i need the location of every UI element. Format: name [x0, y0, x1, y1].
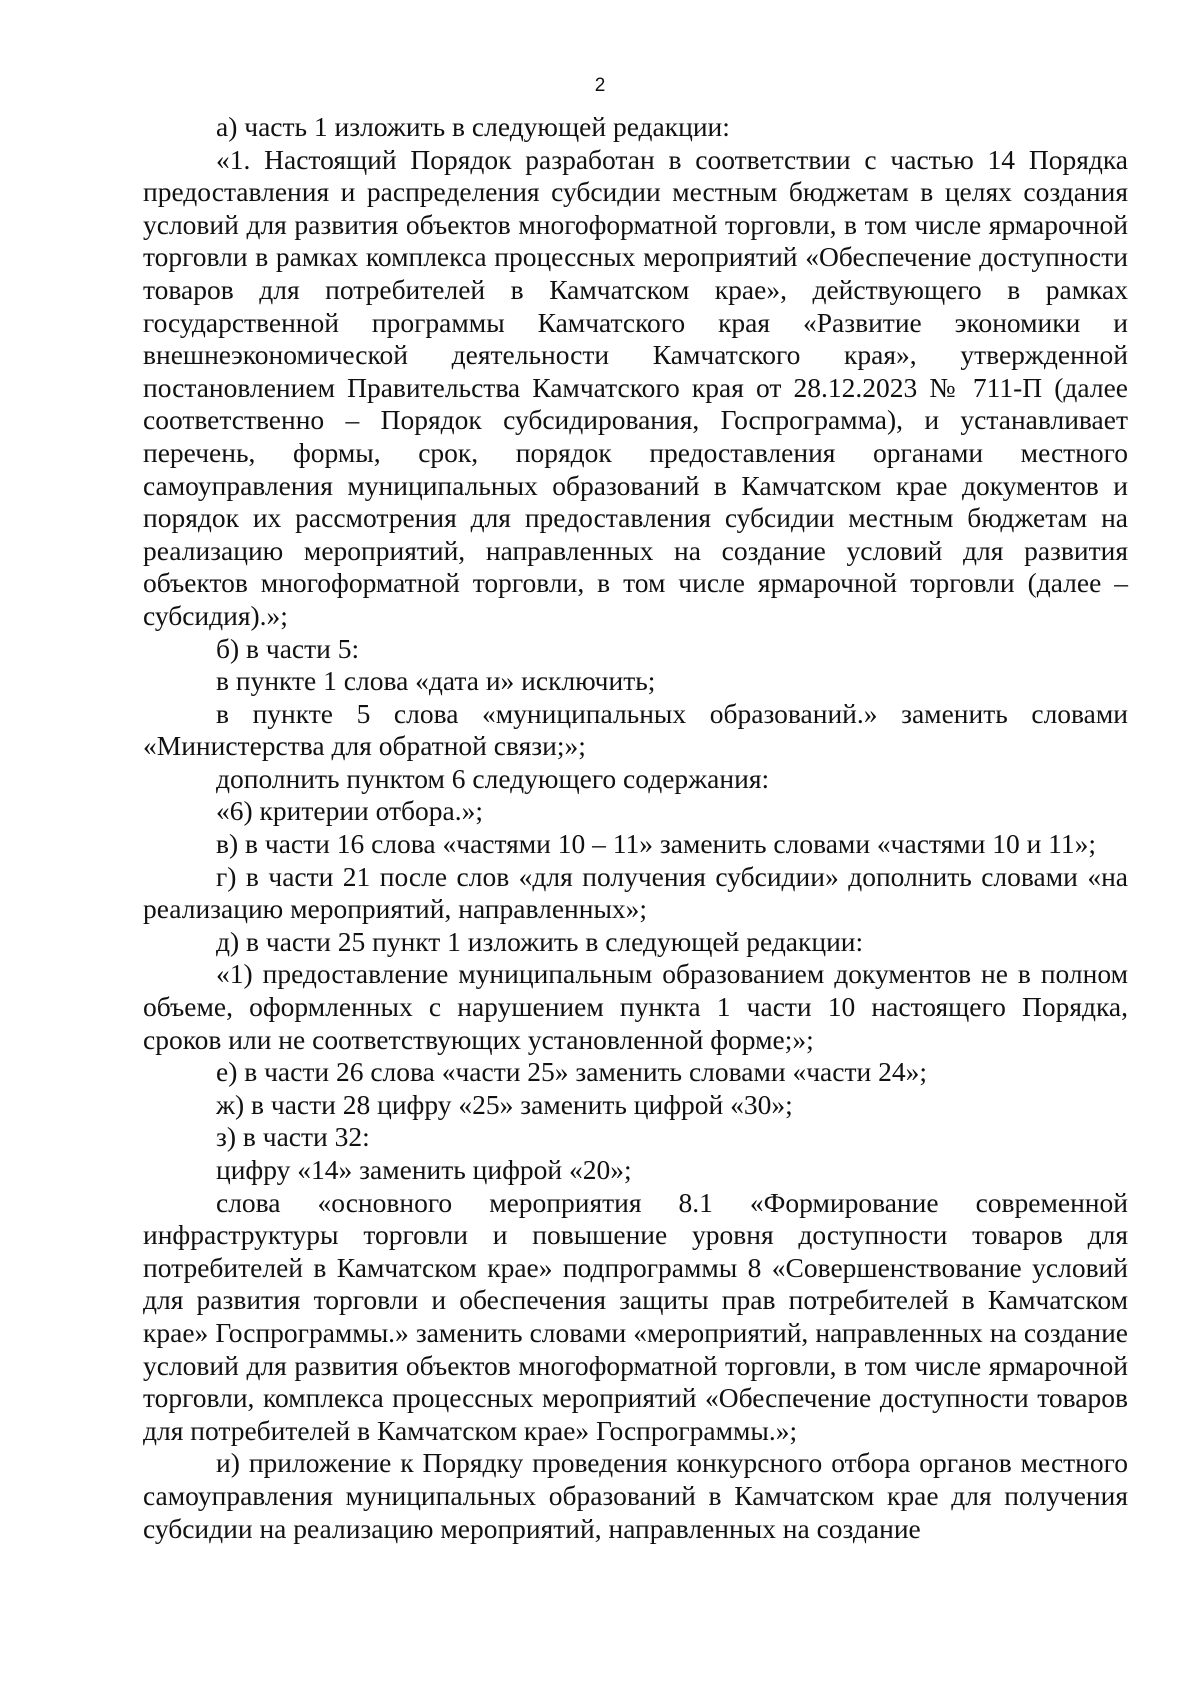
paragraph-d-intro: д) в части 25 пункт 1 изложить в следующей редакции:	[216, 925, 864, 957]
paragraph-b-intro: б) в части 5:	[216, 632, 360, 664]
paragraph-z-words: слова «основного мероприятия 8.1 «Формирование современной инфраструктуры торговли и повышение уровня доступности товаров для потребителей в Камчатском крае» подпрограммы 8 «Совершенствование условий для развития торговли и обеспечения защиты прав потребителей в Камчатском крае» Госпрограммы.» заменить словами «мероприятий, направленных на создание условий для развития объектов многоформатной торговли, в том числе ярмарочной торговли, комплекса процессных мероприятий «Обеспечение доступности товаров для потребителей в Камчатском крае» Госпрограммы.»;	[143, 1186, 1128, 1446]
paragraph-b-item-5: в пункте 5 слова «муниципальных образований.» заменить словами «Министерства для обратной связи;»;	[143, 697, 1128, 762]
paragraph-part-1-text: «1. Настоящий Порядок разработан в соответствии с частью 14 Порядка предоставления и распределения субсидии местным бюджетам в целях создания условий для развития объектов многоформатной торговли, в том числе ярмарочной торговли в рамках комплекса процессных мероприятий «Обеспечение доступности товаров для потребителей в Камчатском крае», действующего в рамках государственной программы Камчатского края «Развитие экономики и внешнеэкономической деятельности Камчатского края», утвержденной постановлением Правительства Камчатского края от 28.12.2023 № 711-П (далее соответственно – Порядок субсидирования, Госпрограмма), и устанавливает перечень, формы, срок, порядок предоставления органами местного самоуправления муниципальных образований в Камчатском крае документов и порядок их рассмотрения для предоставления субсидии местным бюджетам на реализацию мероприятий, направленных на создание условий для развития объектов многоформатной торговли, в том числе ярмарочной торговли (далее – субсидия).»;	[143, 143, 1128, 631]
paragraph-b-item-6-text: «6) критерии отбора.»;	[216, 795, 484, 827]
paragraph-z-intro: з) в части 32:	[216, 1121, 370, 1153]
document-body	[143, 111, 1128, 1545]
paragraph-a-intro: а) часть 1 изложить в следующей редакции:	[216, 111, 730, 142]
paragraph-b-item-1: в пункте 1 слова «дата и» исключить;	[216, 665, 656, 697]
paragraph-i: и) приложение к Порядку проведения конкурсного отбора органов местного самоуправления муниципальных образований в Камчатском крае для получения субсидии на реализацию мероприятий, направленных на создание	[143, 1447, 1128, 1544]
paragraph-z-digit: цифру «14» заменить цифрой «20»;	[216, 1154, 632, 1185]
paragraph-e: е) в части 26 слова «части 25» заменить словами «части 24»;	[216, 1056, 927, 1088]
page-number: 2	[594, 75, 606, 96]
paragraph-g: г) в части 21 после слов «для получения субсидии» дополнить словами «на реализацию мероприятий, направленных»;	[143, 860, 1128, 925]
paragraph-v: в) в части 16 слова «частями 10 – 11» заменить словами «частями 10 и 11»;	[216, 828, 1097, 860]
paragraph-b-add-6: дополнить пунктом 6 следующего содержания:	[216, 762, 770, 794]
paragraph-d-text: «1) предоставление муниципальным образованием документов не в полном объеме, оформленных с нарушением пункта 1 части 10 настоящего Порядка, сроков или не соответствующих установленной форме;»;	[143, 958, 1128, 1055]
paragraph-zh: ж) в части 28 цифру «25» заменить цифрой «30»;	[216, 1088, 793, 1120]
